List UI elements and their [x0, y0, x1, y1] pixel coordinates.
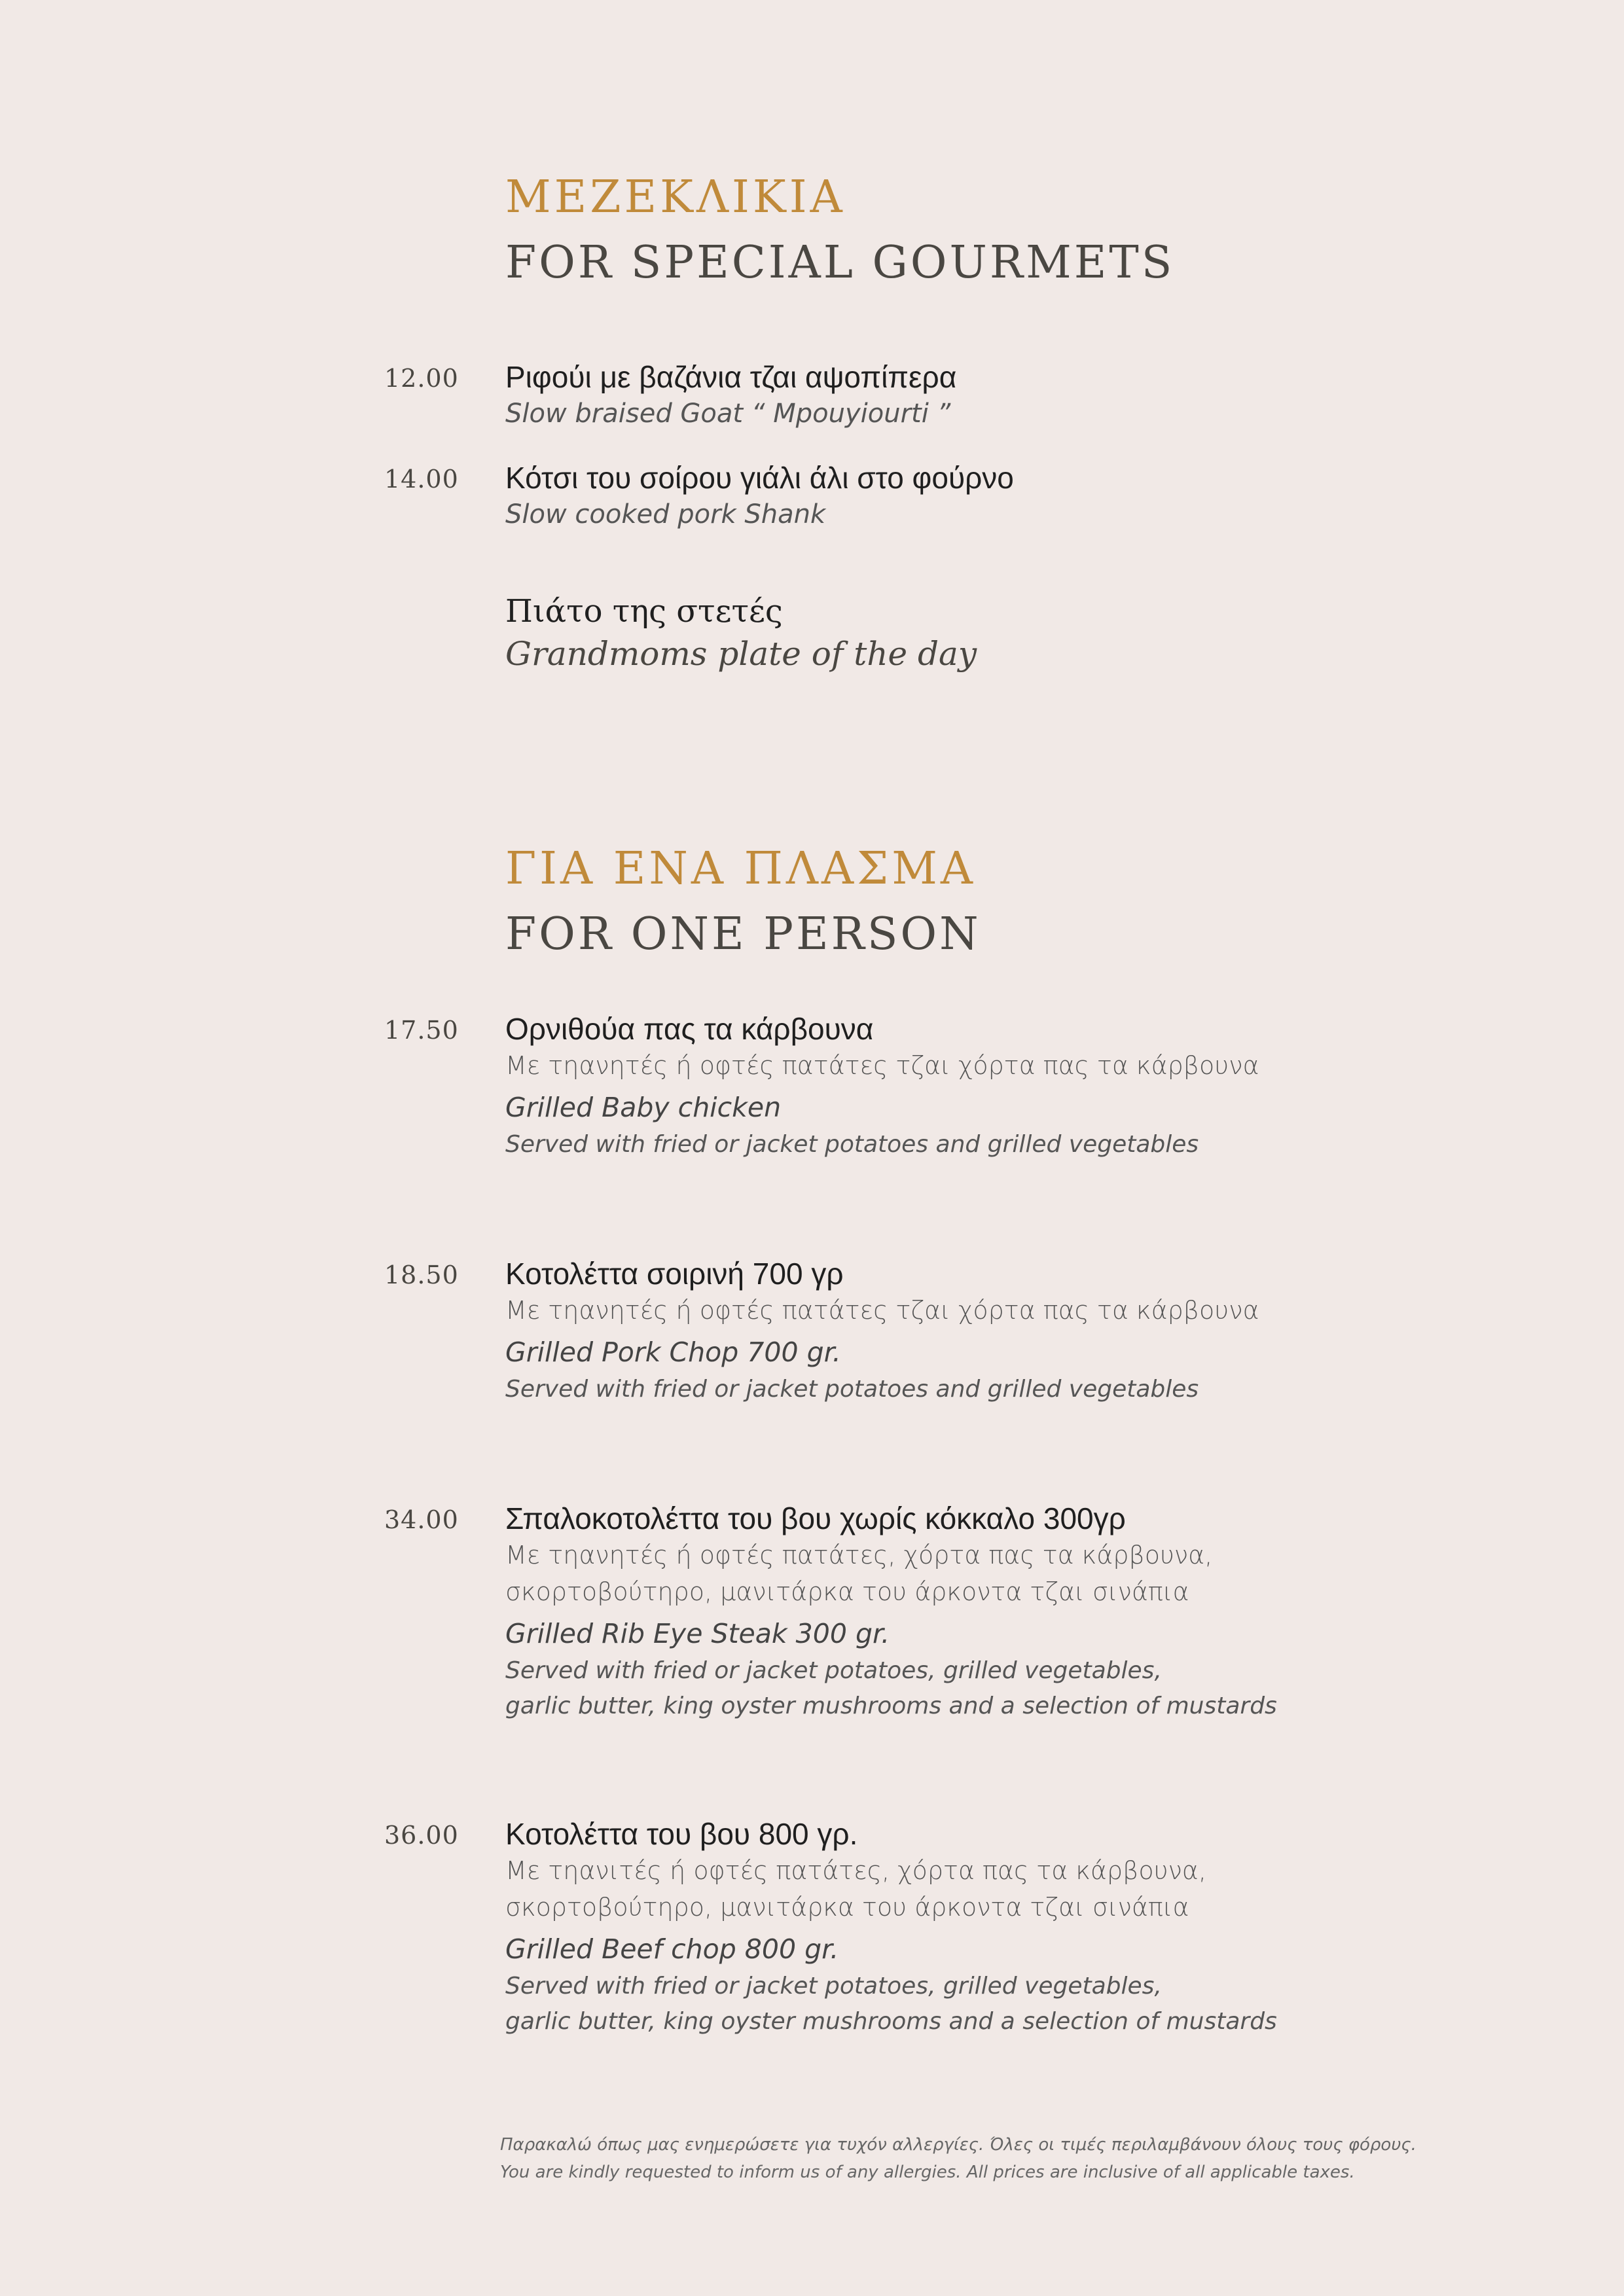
item-description-english-line-2: garlic butter, king oyster mushrooms and a selection of mustards	[505, 2008, 1277, 2035]
item-description-english: Served with fried or jacket potatoes and grilled vegetables	[505, 1131, 1199, 1158]
item-name-english: Slow cooked pork Shank	[505, 499, 826, 529]
item-name-english: Grilled Rib Eye Steak 300 gr.	[505, 1618, 890, 1649]
item-price: 36.00	[384, 1821, 459, 1850]
item-name-english: Grilled Beef chop 800 gr.	[505, 1933, 839, 1965]
section-title-english: FOR SPECIAL GOURMETS	[505, 237, 1175, 289]
item-description-english: Served with fried or jacket potatoes and grilled vegetables	[505, 1376, 1199, 1403]
item-name-english: Grilled Baby chicken	[505, 1092, 782, 1123]
item-name-greek: Ριφούι με βαζάνια τζαι αψοπίπερα	[505, 360, 957, 394]
item-price: 14.00	[384, 465, 459, 493]
section-title-english: FOR ONE PERSON	[505, 908, 981, 960]
item-description-greek-line-2: σκορτοβούτηρο, μανιτάρκα του άρκοντα τζαι σινάπια	[505, 1893, 1189, 1922]
item-name-greek: Κότσι του σοίρου γιάλι άλι στο φούρνο	[505, 461, 1014, 495]
allergy-notice-english: You are kindly requested to inform us of any allergies. All prices are inclusive of all applicable taxes.	[500, 2162, 1355, 2182]
item-description-english: Served with fried or jacket potatoes, grilled vegetables,	[505, 1973, 1162, 2000]
item-price: 17.50	[384, 1016, 459, 1045]
item-name-english: Grilled Pork Chop 700 gr.	[505, 1336, 841, 1368]
item-price: 12.00	[384, 364, 459, 393]
item-description-greek: Με τηανιτές ή οφτές πατάτες, χόρτα πας τα κάρβουνα,	[505, 1856, 1206, 1885]
item-name-english: Slow braised Goat “ Μpouyiourti ”	[505, 399, 951, 429]
item-name-greek: Ορνιθούα πας τα κάρβουνα	[505, 1012, 874, 1046]
item-name-greek: Κοτολέττα του βου 800 γρ.	[505, 1817, 858, 1851]
item-description-english-line-2: garlic butter, king oyster mushrooms and a selection of mustards	[505, 1693, 1277, 1719]
item-description-greek-line-2: σκορτοβούτηρο, μανιτάρκα του άρκοντα τζαι σινάπια	[505, 1577, 1189, 1606]
item-name-greek: Κοτολέττα σοιρινή 700 γρ	[505, 1257, 844, 1291]
item-price: 34.00	[384, 1505, 459, 1534]
allergy-notice-greek: Παρακαλώ όπως μας ενημερώσετε για τυχόν αλλεργίες. Όλες οι τιμές περιλαμβάνουν όλους τους φόρους.	[500, 2135, 1416, 2155]
item-description-greek: Με τηανητές ή οφτές πατάτες τζαι χόρτα πας τα κάρβουνα	[505, 1051, 1259, 1080]
item-name-greek: Σπαλοκοτολέττα του βου χωρίς κόκκαλο 300γρ	[505, 1501, 1126, 1535]
item-description-english: Served with fried or jacket potatoes, grilled vegetables,	[505, 1657, 1162, 1684]
special-name-greek: Πιάτο της στετές	[505, 593, 783, 630]
section-title-greek: ΜΕΖΕΚΛΙΚΙΑ	[505, 171, 846, 223]
special-name-english: Grandmoms plate of the day	[505, 635, 977, 673]
item-description-greek: Με τηανητές ή οφτές πατάτες, χόρτα πας τα κάρβουνα,	[505, 1541, 1213, 1570]
item-description-greek: Με τηανητές ή οφτές πατάτες τζαι χόρτα πας τα κάρβουνα	[505, 1296, 1259, 1325]
section-title-greek: ΓΙΑ ΕΝΑ ΠΛΑΣΜΑ	[505, 843, 976, 895]
item-price: 18.50	[384, 1261, 459, 1289]
allergy-notice	[500, 2131, 1416, 2186]
